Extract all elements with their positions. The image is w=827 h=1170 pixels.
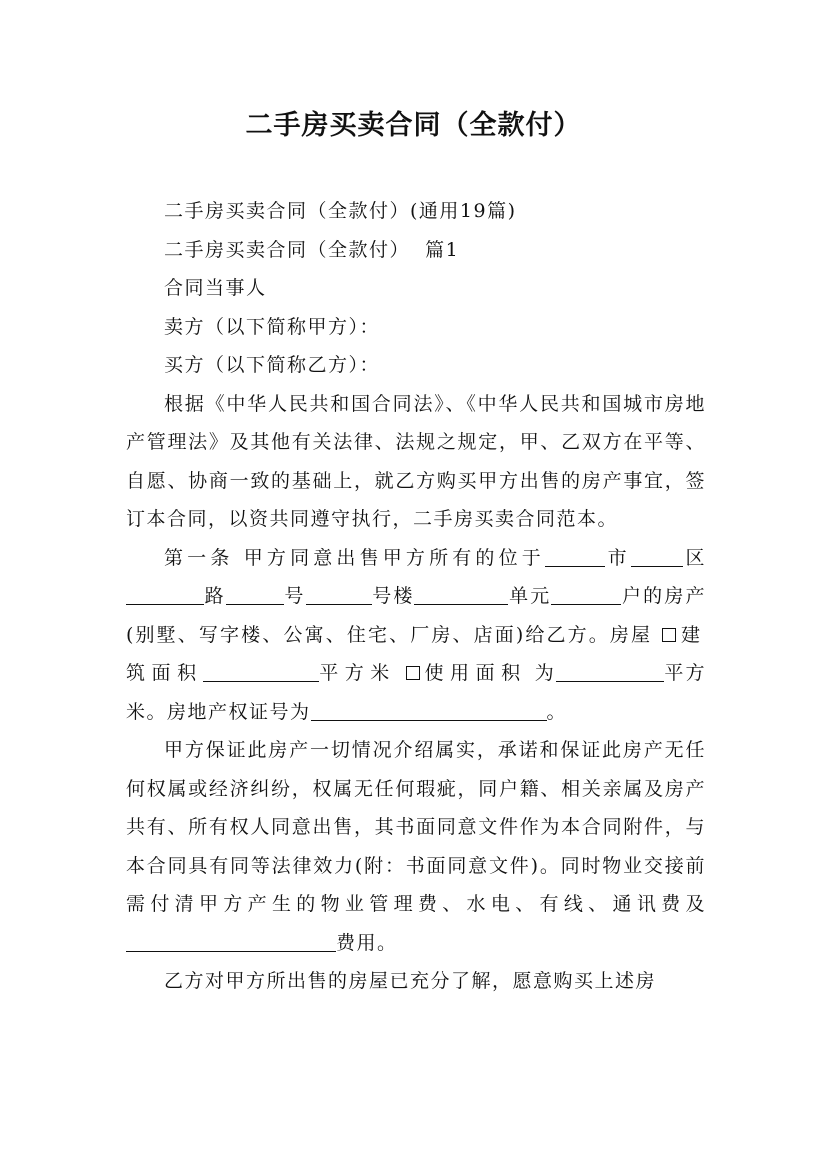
building-area-checkbox[interactable] [662, 628, 676, 642]
road-label: 路 [204, 585, 226, 607]
guarantee-text: 甲方保证此房产一切情况介绍属实，承诺和保证此房产无任何权属或经济纠纷，权属无任何瑕疵，同户籍、相关亲属及房产共有、所有权人同意出售，其书面同意文件作为本合同附件，与本合同具有同等法律效力(附：书面同意文件)。同时物业交接前需付清甲方产生的物业管理费、水电、有线、通讯费及 [126, 739, 706, 915]
parties-heading: 合同当事人 [164, 277, 267, 299]
basis-paragraph: 根据《中华人民共和国合同法》、《中华人民共和国城市房地产管理法》及其他有关法律、法规之规定，甲、乙双方在平等、自愿、协商一致的基础上，就乙方购买甲方出售的房产事宜，签订本合同，以资共同遵守执行，二手房买卖合同范本。 [126, 392, 706, 530]
number-blank [226, 585, 284, 605]
usable-area-checkbox[interactable] [406, 666, 420, 680]
sqm-label-2: 平方米。房地产权证号为 [126, 662, 706, 723]
building-label: 号楼 [371, 585, 415, 607]
household-label: 户的房产(别墅、写字楼、公寓、住宅、厂房、店面)给乙方。房屋 [126, 585, 706, 646]
unit-blank [414, 585, 508, 605]
city-blank [545, 547, 605, 567]
article-1-end: 。 [546, 700, 568, 723]
buyer-paragraph: 乙方对甲方所出售的房屋已充分了解，愿意购买上述房 [164, 970, 657, 992]
certificate-number-blank [311, 701, 547, 721]
document-body [126, 192, 706, 1001]
building-blank [306, 585, 372, 605]
guarantee-end: 费用。 [336, 931, 398, 954]
article-1-intro: 第一条 甲方同意出售甲方所有的位于 [164, 546, 545, 569]
other-fees-blank [126, 932, 336, 952]
usable-area-blank [556, 662, 664, 682]
district-blank [631, 547, 683, 567]
sqm-label-1: 平方米 [318, 662, 396, 684]
buyer-line: 买方（以下简称乙方）： [164, 354, 381, 376]
road-blank [126, 585, 204, 605]
article-1-paragraph [126, 539, 706, 732]
section-heading: 二手房买卖合同（全款付） 篇1 [164, 238, 460, 261]
building-area-blank [203, 662, 319, 682]
building-area-label: 建筑面积 [126, 623, 706, 684]
number-label: 号 [283, 585, 306, 607]
intro-line: 二手房买卖合同（全款付）(通用19篇) [164, 200, 517, 222]
wei-label: 为 [534, 662, 556, 684]
city-label: 市 [604, 546, 631, 569]
usable-area-label: 使用面积 [423, 662, 527, 684]
seller-line: 卖方（以下简称甲方）： [164, 315, 381, 338]
document-title: 二手房买卖合同（全款付） [245, 110, 582, 141]
unit-label: 单元 [508, 585, 552, 607]
household-blank [551, 585, 621, 605]
guarantee-paragraph [126, 731, 706, 962]
district-label: 区 [682, 546, 706, 569]
